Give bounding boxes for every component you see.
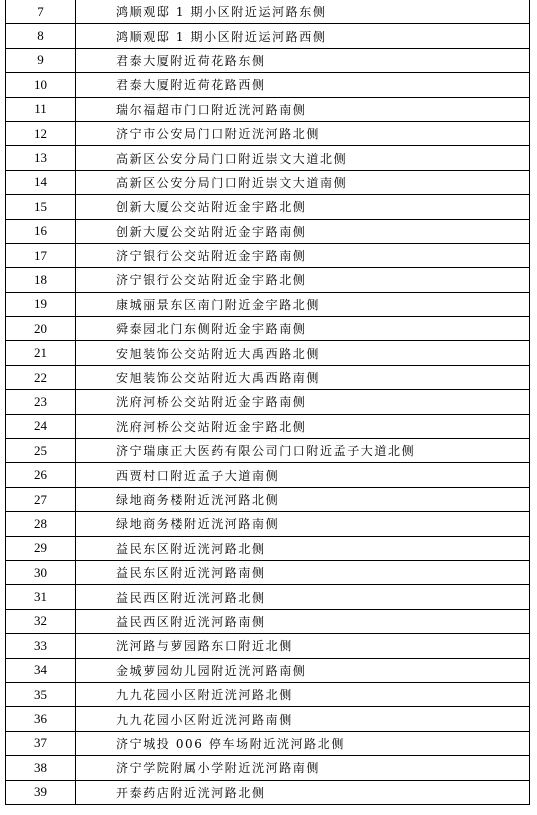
location-cell: 创新大厦公交站附近金宇路北侧 (76, 195, 530, 219)
row-number: 8 (6, 24, 76, 48)
table-row (6, 487, 530, 511)
table-row (6, 707, 530, 731)
location-cell: 安旭装饰公交站附近大禹西路南侧 (76, 365, 530, 389)
table-row (6, 609, 530, 633)
row-number: 23 (6, 390, 76, 414)
table-row (6, 634, 530, 658)
location-cell: 君泰大厦附近荷花路东侧 (76, 48, 530, 72)
table-row (6, 512, 530, 536)
location-cell: 瑞尔福超市门口附近洸河路南侧 (76, 97, 530, 121)
location-cell: 开泰药店附近洸河路北侧 (76, 780, 530, 804)
location-cell: 洸府河桥公交站附近金宇路南侧 (76, 390, 530, 414)
row-number: 31 (6, 585, 76, 609)
location-cell: 高新区公安分局门口附近崇文大道北侧 (76, 146, 530, 170)
table-row (6, 341, 530, 365)
location-cell: 洸河路与萝园路东口附近北侧 (76, 634, 530, 658)
location-cell: 济宁城投 006 停车场附近洸河路北侧 (76, 731, 530, 755)
row-number: 37 (6, 731, 76, 755)
table-row (6, 756, 530, 780)
location-cell: 鸿顺观邸 1 期小区附近运河路东侧 (76, 0, 530, 24)
table-body (6, 0, 530, 804)
location-cell: 君泰大厦附近荷花路西侧 (76, 73, 530, 97)
table-row (6, 414, 530, 438)
location-cell: 益民东区附近洸河路北侧 (76, 536, 530, 560)
location-cell: 九九花园小区附近洸河路南侧 (76, 707, 530, 731)
table-row (6, 682, 530, 706)
row-number: 22 (6, 365, 76, 389)
location-cell: 益民西区附近洸河路南侧 (76, 609, 530, 633)
row-number: 14 (6, 170, 76, 194)
row-number: 7 (6, 0, 76, 24)
table-row (6, 243, 530, 267)
table-row (6, 170, 530, 194)
table-row (6, 585, 530, 609)
location-cell: 济宁银行公交站附近金宇路北侧 (76, 268, 530, 292)
table-row (6, 463, 530, 487)
row-number: 15 (6, 195, 76, 219)
row-number: 10 (6, 73, 76, 97)
location-cell: 康城丽景东区南门附近金宇路北侧 (76, 292, 530, 316)
row-number: 12 (6, 121, 76, 145)
row-number: 18 (6, 268, 76, 292)
table-row (6, 317, 530, 341)
row-number: 32 (6, 609, 76, 633)
row-number: 13 (6, 146, 76, 170)
row-number: 38 (6, 756, 76, 780)
table-row (6, 292, 530, 316)
row-number: 33 (6, 634, 76, 658)
table-row (6, 97, 530, 121)
row-number: 25 (6, 439, 76, 463)
table-row (6, 0, 530, 24)
row-number: 30 (6, 560, 76, 584)
row-number: 17 (6, 243, 76, 267)
table-row (6, 195, 530, 219)
location-cell: 益民西区附近洸河路北侧 (76, 585, 530, 609)
location-cell: 鸿顺观邸 1 期小区附近运河路西侧 (76, 24, 530, 48)
table-row (6, 560, 530, 584)
row-number: 20 (6, 317, 76, 341)
location-cell: 西贾村口附近孟子大道南侧 (76, 463, 530, 487)
location-cell: 济宁银行公交站附近金宇路南侧 (76, 243, 530, 267)
table-row (6, 439, 530, 463)
table-row (6, 146, 530, 170)
location-cell: 济宁市公安局门口附近洸河路北侧 (76, 121, 530, 145)
table-row (6, 24, 530, 48)
row-number: 16 (6, 219, 76, 243)
location-cell: 九九花园小区附近洸河路北侧 (76, 682, 530, 706)
location-cell: 绿地商务楼附近洸河路北侧 (76, 487, 530, 511)
table-row (6, 731, 530, 755)
table-row (6, 48, 530, 72)
row-number: 11 (6, 97, 76, 121)
row-number: 27 (6, 487, 76, 511)
location-cell: 创新大厦公交站附近金宇路南侧 (76, 219, 530, 243)
row-number: 28 (6, 512, 76, 536)
table-row (6, 658, 530, 682)
location-cell: 高新区公安分局门口附近崇文大道南侧 (76, 170, 530, 194)
location-cell: 舜泰园北门东侧附近金宇路南侧 (76, 317, 530, 341)
table-row (6, 536, 530, 560)
row-number: 34 (6, 658, 76, 682)
row-number: 29 (6, 536, 76, 560)
location-cell: 洸府河桥公交站附近金宇路北侧 (76, 414, 530, 438)
location-table (5, 0, 530, 805)
table-row (6, 365, 530, 389)
location-cell: 济宁学院附属小学附近洸河路南侧 (76, 756, 530, 780)
table-row (6, 780, 530, 804)
location-cell: 安旭装饰公交站附近大禹西路北侧 (76, 341, 530, 365)
table-row (6, 73, 530, 97)
table-row (6, 219, 530, 243)
row-number: 9 (6, 48, 76, 72)
location-cell: 济宁瑞康正大医药有限公司门口附近孟子大道北侧 (76, 439, 530, 463)
row-number: 24 (6, 414, 76, 438)
location-table-container (5, 0, 529, 805)
row-number: 35 (6, 682, 76, 706)
row-number: 39 (6, 780, 76, 804)
row-number: 26 (6, 463, 76, 487)
row-number: 21 (6, 341, 76, 365)
table-row (6, 390, 530, 414)
location-cell: 绿地商务楼附近洸河路南侧 (76, 512, 530, 536)
location-cell: 金城萝园幼儿园附近洸河路南侧 (76, 658, 530, 682)
row-number: 19 (6, 292, 76, 316)
location-cell: 益民东区附近洸河路南侧 (76, 560, 530, 584)
table-row (6, 268, 530, 292)
table-row (6, 121, 530, 145)
row-number: 36 (6, 707, 76, 731)
